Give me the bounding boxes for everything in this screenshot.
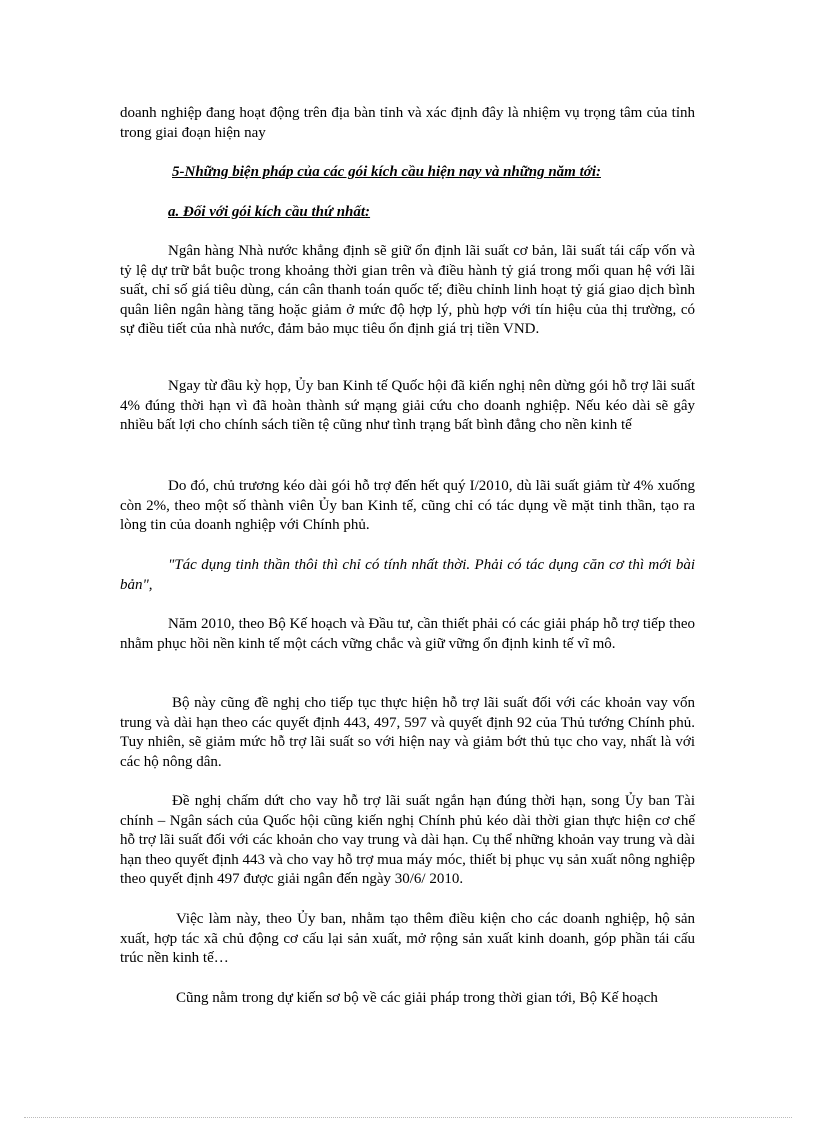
subsection-heading: a. Đối với gói kích cầu thứ nhất: xyxy=(168,204,371,220)
paragraph-state-bank: Ngân hàng Nhà nước khẳng định sẽ giữ ổn định lãi suất cơ bản, lãi suất tái cấp vốn và tỷ lệ dự trữ bắt buộc trong khoảng thời gian trên và điều hành tỷ giá trong mối quan hệ với lãi suất, chỉ số giá tiêu dùng, cán cân thanh toán quốc tế; điều chỉnh linh hoạt tỷ giá giao dịch bình quân liên ngân hàng tăng hoặc giảm ở mức độ hợp lý, phù hợp với tín hiệu của thị trường, có sự điều tiết của nhà nước, đảm bảo mục tiêu ổn định giá trị tiền VND. xyxy=(120,243,695,337)
paragraph-restructuring: Việc làm này, theo Ủy ban, nhằm tạo thêm điều kiện cho các doanh nghiệp, hộ sản xuất, hợp tác xã chủ động cơ cấu lại sản xuất, mở rộng sản xuất kinh doanh, góp phần tái cấu trúc nền kinh tế… xyxy=(120,911,695,966)
paragraph-quote: "Tác dụng tinh thần thôi thì chỉ có tính nhất thời. Phải có tác dụng căn cơ thì mới bài bản", xyxy=(120,557,695,593)
section-heading: 5-Những biện pháp của các gói kích cầu hiện nay và những năm tới: xyxy=(172,164,601,180)
paragraph-economic-committee: Ngay từ đầu kỳ họp, Ủy ban Kinh tế Quốc hội đã kiến nghị nên dừng gói hỗ trợ lãi suất 4% đúng thời hạn vì đã hoàn thành sứ mạng giải cứu cho doanh nghiệp. Nếu kéo dài sẽ gây nhiều bất lợi cho chính sách tiền tệ cũng như tình trạng bất bình đẳng cho nền kinh tế xyxy=(120,378,695,433)
paragraph-finance-committee: Đề nghị chấm dứt cho vay hỗ trợ lãi suất ngắn hạn đúng thời hạn, song Ủy ban Tài chính – Ngân sách của Quốc hội cũng kiến nghị Chính phủ kéo dài thời gian thực hiện cơ chế hỗ trợ lãi suất đối với các khoản cho vay trung và dài hạn. Cụ thể những khoản vay trung và dài hạn theo quyết định 443 và cho vay hỗ trợ mua máy móc, thiết bị phục vụ sản xuất nông nghiệp theo quyết định 497 được giải ngân đến ngày 30/6/ 2010. xyxy=(120,793,695,887)
paragraph-ministry-proposal: Bộ này cũng đề nghị cho tiếp tục thực hiện hỗ trợ lãi suất đối với các khoản vay vốn trung và dài hạn theo các quyết định 443, 497, 597 và quyết định 92 của Thủ tướng Chính phủ. Tuy nhiên, sẽ giảm mức hỗ trợ lãi suất so với hiện nay và giảm bớt thủ tục cho vay, nhất là với các hộ nông dân. xyxy=(120,695,695,770)
paragraph-upcoming-measures: Cũng nằm trong dự kiến sơ bộ về các giải pháp trong thời gian tới, Bộ Kế hoạch xyxy=(176,990,658,1006)
paragraph-extension: Do đó, chủ trương kéo dài gói hỗ trợ đến hết quý I/2010, dù lãi suất giảm từ 4% xuống còn 2%, theo một số thành viên Ủy ban Kinh tế, cũng chỉ có tác dụng về mặt tinh thần, tạo ra lòng tin của doanh nghiệp với Chính phủ. xyxy=(120,478,695,533)
paragraph-plan-2010: Năm 2010, theo Bộ Kế hoạch và Đầu tư, cần thiết phải có các giải pháp hỗ trợ tiếp theo nhằm phục hồi nền kinh tế một cách vững chắc và giữ vững ổn định kinh tế vĩ mô. xyxy=(120,616,695,652)
paragraph-intro: doanh nghiệp đang hoạt động trên địa bàn tỉnh và xác định đây là nhiệm vụ trọng tâm của tỉnh trong giai đoạn hiện nay xyxy=(120,105,695,141)
page-bottom-rule xyxy=(24,1117,792,1118)
